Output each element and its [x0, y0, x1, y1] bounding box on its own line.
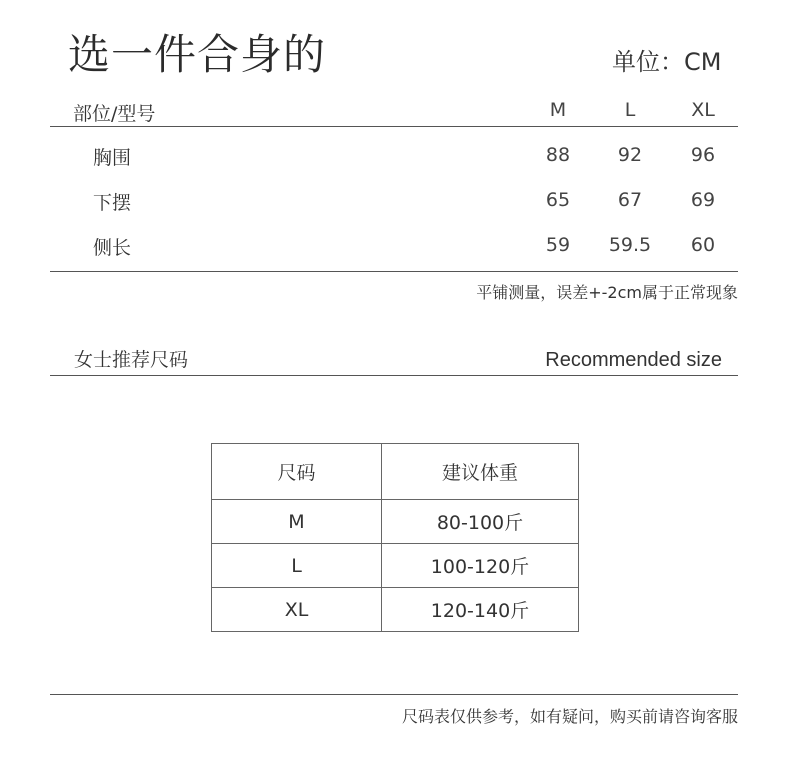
row-label-hem: 下摆: [93, 192, 132, 214]
size-header-m: M: [549, 99, 567, 121]
size-header-l: L: [624, 99, 636, 121]
recommend-header-row: [212, 444, 579, 500]
side-length-l: 59.5: [608, 234, 652, 256]
side-length-xl: 60: [690, 234, 716, 256]
unit-label: 单位：CM: [612, 48, 722, 76]
hem-l: 67: [617, 189, 643, 211]
recommend-size-cell: L: [212, 544, 382, 588]
chest-xl: 96: [690, 144, 716, 166]
recommend-size-cell: M: [212, 500, 382, 544]
recommend-weight-cell: 120-140斤: [382, 588, 579, 632]
recommend-header-weight: 建议体重: [382, 444, 579, 500]
recommend-divider: [50, 375, 738, 376]
size-table-header-label: 部位/型号: [73, 103, 156, 125]
side-length-m: 59: [545, 234, 571, 256]
recommend-table: [211, 443, 579, 632]
table-row: [212, 500, 579, 544]
table-row: [212, 588, 579, 632]
chest-m: 88: [545, 144, 571, 166]
hem-m: 65: [545, 189, 571, 211]
page-title: 选一件合身的: [68, 30, 327, 79]
hem-xl: 69: [690, 189, 716, 211]
size-table-bottom-divider: [50, 271, 738, 272]
recommend-title-cn: 女士推荐尺码: [74, 349, 189, 371]
recommend-weight-cell: 80-100斤: [382, 500, 579, 544]
table-row: [212, 544, 579, 588]
recommend-header-size: 尺码: [212, 444, 382, 500]
recommend-weight-cell: 100-120斤: [382, 544, 579, 588]
size-table-top-divider: [50, 126, 738, 127]
recommend-size-cell: XL: [212, 588, 382, 632]
recommend-title-en: Recommended size: [545, 349, 722, 371]
measure-note: 平铺测量，误差+-2cm属于正常现象: [476, 283, 738, 302]
chest-l: 92: [617, 144, 643, 166]
footer-note: 尺码表仅供参考，如有疑问，购买前请咨询客服: [401, 707, 738, 726]
row-label-chest: 胸围: [93, 147, 132, 169]
row-label-side-length: 侧长: [93, 237, 132, 259]
size-header-xl: XL: [691, 99, 715, 121]
footer-divider: [50, 694, 738, 695]
